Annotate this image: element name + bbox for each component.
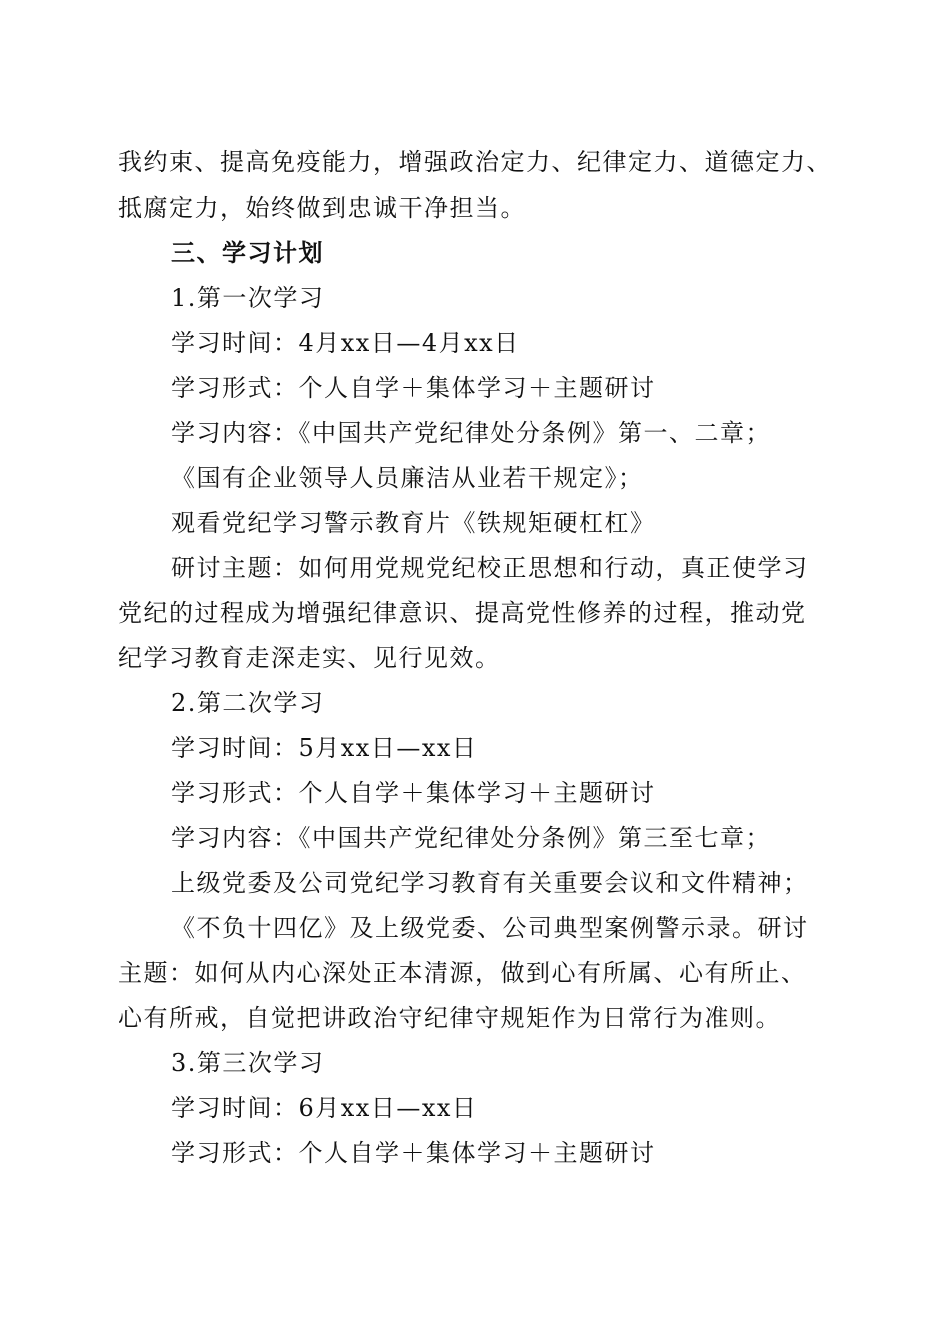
body-text-line: 抵腐定力，始终做到忠诚干净担当。 xyxy=(118,194,526,222)
section-heading: 三、学习计划 xyxy=(171,239,324,267)
study-format: 学习形式：个人自学＋集体学习＋主题研讨 xyxy=(171,1139,656,1167)
study-content-line: 《不负十四亿》及上级党委、公司典型案例警示录。研讨 xyxy=(171,914,809,942)
study-format: 学习形式：个人自学＋集体学习＋主题研讨 xyxy=(171,779,656,807)
body-text-line: 党纪的过程成为增强纪律意识、提高党性修养的过程，推动党 xyxy=(118,599,807,627)
subsection-title: 1.第一次学习 xyxy=(171,284,325,312)
body-text-line: 主题：如何从内心深处正本清源，做到心有所属、心有所止、 xyxy=(118,959,807,987)
study-content-line: 《国有企业领导人员廉洁从业若干规定》； xyxy=(171,464,644,492)
subsection-title: 2.第二次学习 xyxy=(171,689,325,717)
discussion-topic: 研讨主题：如何用党规党纪校正思想和行动，真正使学习 xyxy=(171,554,809,582)
study-time: 学习时间：6月xx日—xx日 xyxy=(171,1094,478,1122)
study-content-line: 观看党纪学习警示教育片《铁规矩硬杠杠》 xyxy=(171,509,656,537)
subsection-title: 3.第三次学习 xyxy=(171,1049,325,1077)
study-content-line: 上级党委及公司党纪学习教育有关重要会议和文件精神； xyxy=(171,869,809,897)
body-text-line: 纪学习教育走深走实、见行见效。 xyxy=(118,644,501,672)
study-content: 学习内容：《中国共产党纪律处分条例》第一、二章； xyxy=(171,419,771,447)
study-content: 学习内容：《中国共产党纪律处分条例》第三至七章； xyxy=(171,824,771,852)
study-time: 学习时间：5月xx日—xx日 xyxy=(171,734,478,762)
study-time: 学习时间：4月xx日—4月xx日 xyxy=(171,329,520,357)
study-format: 学习形式：个人自学＋集体学习＋主题研讨 xyxy=(171,374,656,402)
body-text-line: 心有所戒，自觉把讲政治守纪律守规矩作为日常行为准则。 xyxy=(118,1004,781,1032)
body-text-line: 我约束、提高免疫能力，增强政治定力、纪律定力、道德定力、 xyxy=(118,148,832,176)
